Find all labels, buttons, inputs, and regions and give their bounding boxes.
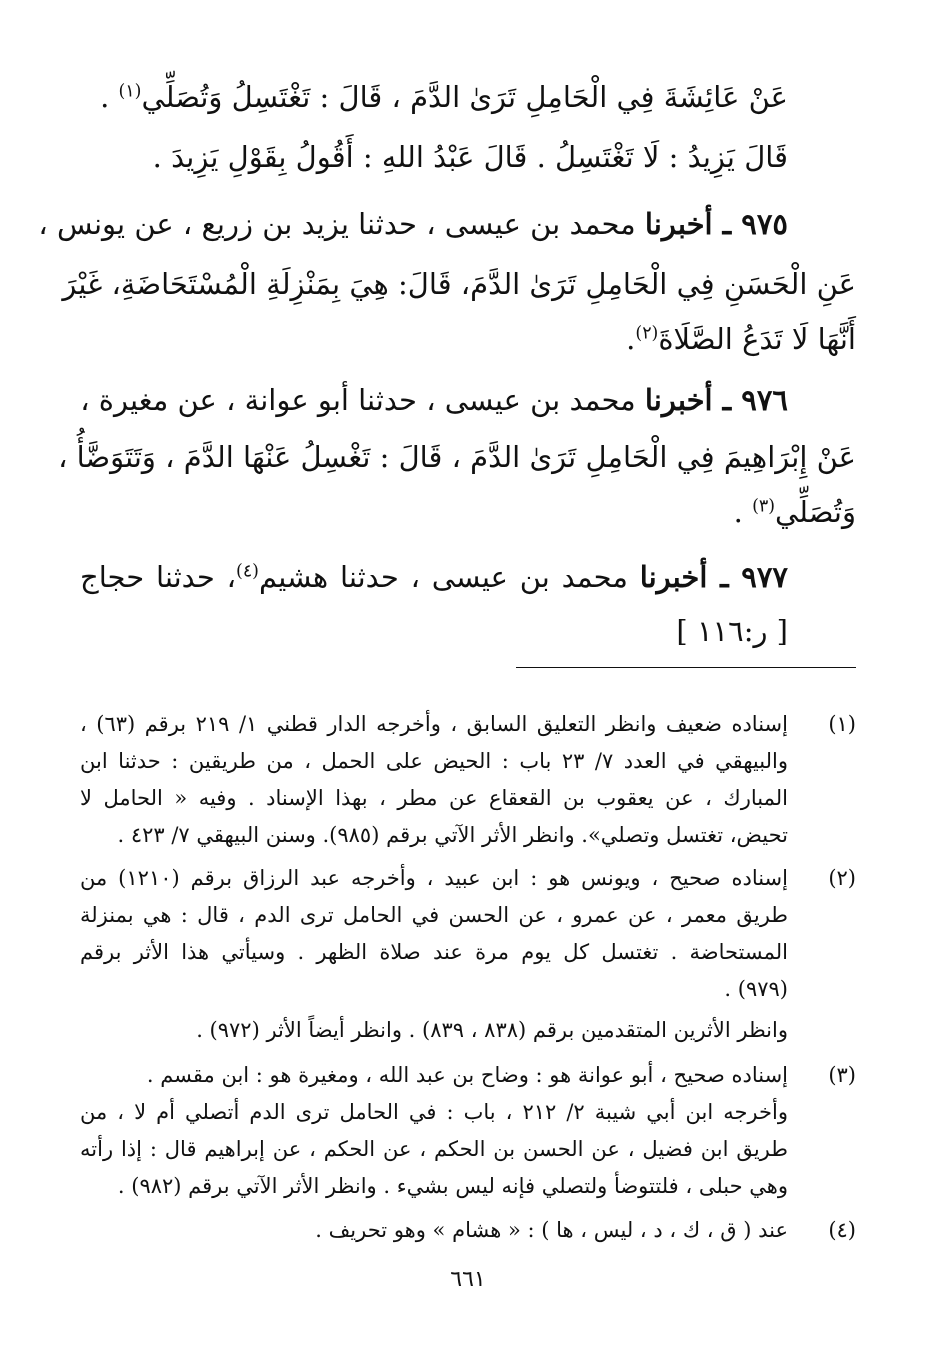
hadith-number: ٩٧٧ ـ أخبرنا [639,560,788,594]
page-number: ٦٦١ [450,1267,486,1292]
main-line-8: وَتُصَلِّي$^{(٣)}$ . [733,495,856,529]
hadith-977-header: ٩٧٧ ـ أخبرنا محمد بن عيسى ، حدثنا هشيم$^{(٤)}$، حدثنا حجاج [80,560,788,594]
footnote-marker-1: (١) [828,712,856,736]
hadith-975-header: ٩٧٥ ـ أخبرنا محمد بن عيسى ، حدثنا يزيد بن زريع ، عن يونس ، [38,207,788,241]
footnote-2-line-3: المستحاضة . تغتسل كل يوم مرة عند صلاة الظهر . وسيأتي هذا الأثر برقم [80,940,788,964]
footnote-ref: (٢) [635,323,659,344]
footnote-marker-2: (٢) [828,866,856,890]
footnote-ref: (٤) [236,561,259,582]
main-line-2: قَالَ يَزِيدُ : لَا تَغْتَسِلُ . قَالَ عَبْدُ اللهِ : أَقُولُ بِقَوْلِ يَزِيدَ . [152,140,788,174]
hadith-number: ٩٧٥ ـ أخبرنا [644,207,788,241]
footnote-4-line-1: عند ( ق ، ك ، د ، ليس ، ها ) : « هشام » وهو تحريف . [315,1218,788,1242]
footnote-3-line-3: طريق ابن فضيل ، عن الحسن بن الحكم ، عن الحكم ، عن إبراهيم قال : إذا رأته [80,1137,788,1161]
footnote-1-line-1: إسناده ضعيف وانظر التعليق السابق ، وأخرجه الدار قطني ١/ ٢١٩ برقم (٦٣) ، [80,712,788,736]
footnote-2-line-5: وانظر الأثرين المتقدمين برقم (٨٣٨ ، ٨٣٩) . وانظر أيضاً الأثر (٩٧٢) . [196,1018,788,1042]
footnote-marker-3: (٣) [828,1063,856,1087]
footnote-2-line-2: طريق معمر ، عن عمرو ، عن الحسن في الحامل ترى الدم ، قال : هي بمنزلة [80,903,788,927]
hadith-number: ٩٧٦ ـ أخبرنا [644,383,788,417]
footnote-divider [516,667,856,668]
footnote-2-line-1: إسناده صحيح ، ويونس هو : ابن عبيد ، وأخرجه عبد الرزاق برقم (١٢١٠) من [80,866,788,890]
cross-reference: [ ر:١١٦ ] [676,614,788,648]
main-line-7: عَنْ إِبْرَاهِيمَ فِي الْحَامِلِ تَرَىٰ الدَّمَ ، قَالَ : تَغْسِلُ عَنْهَا الدَّمَ ، وَتَتَوَضَّأُ ، [58,440,856,474]
footnote-1-line-3: المبارك ، عن يعقوب بن القعقاع عن مطر ، بهذا الإسناد . وفيه « الحامل لا [80,786,788,810]
footnote-3-line-2: وأخرجه ابن أبي شيبة ٢/ ٢١٢ ، باب : في الحامل ترى الدم أتصلي أم لا ، من [80,1100,788,1124]
footnote-3-line-4: وهي حبلى ، فلتتوضأ ولتصلي فإنه ليس بشيء . وانظر الأثر الآتي برقم (٩٨٢) . [117,1174,788,1198]
footnote-marker-4: (٤) [828,1218,856,1242]
footnote-ref: (١) [118,81,142,102]
main-text: عَنْ عَائِشَةَ فِي الْحَامِلِ تَرَىٰ الدَّمَ ، قَالَ : تَغْتَسِلُ وَتُصَلِّي [141,80,788,114]
hadith-976-header: ٩٧٦ ـ أخبرنا محمد بن عيسى ، حدثنا أبو عوانة ، عن مغيرة ، [80,383,788,417]
footnote-2-line-4: (٩٧٩) . [724,977,788,1001]
main-line-5: أَنَّهَا لَا تَدَعُ الصَّلَاةَ$^{(٢)}$. [626,322,856,356]
main-line-4: عَنِ الْحَسَنِ فِي الْحَامِلِ تَرَىٰ الدَّمَ، قَالَ: هِيَ بِمَنْزِلَةِ الْمُسْتَحَاضَةِ، غَيْرَ [62,267,856,301]
main-line-1: عَنْ عَائِشَةَ فِي الْحَامِلِ تَرَىٰ الدَّمَ ، قَالَ : تَغْتَسِلُ وَتُصَلِّي$^{(١)}$ . [100,80,788,114]
footnote-1-line-2: والبيهقي في العدد ٧/ ٢٣ باب : الحيض على الحمل ، من طريقين : حدثنا ابن [80,749,788,773]
footnote-1-line-4: تحيض، تغتسل وتصلي». وانظر الأثر الآتي برقم (٩٨٥). وسنن البيهقي ٧/ ٤٢٣ . [117,823,788,847]
footnote-ref: (٣) [752,496,775,517]
footnote-3-line-1: إسناده صحيح ، أبو عوانة هو : وضاح بن عبد الله ، ومغيرة هو : ابن مقسم . [146,1063,788,1087]
